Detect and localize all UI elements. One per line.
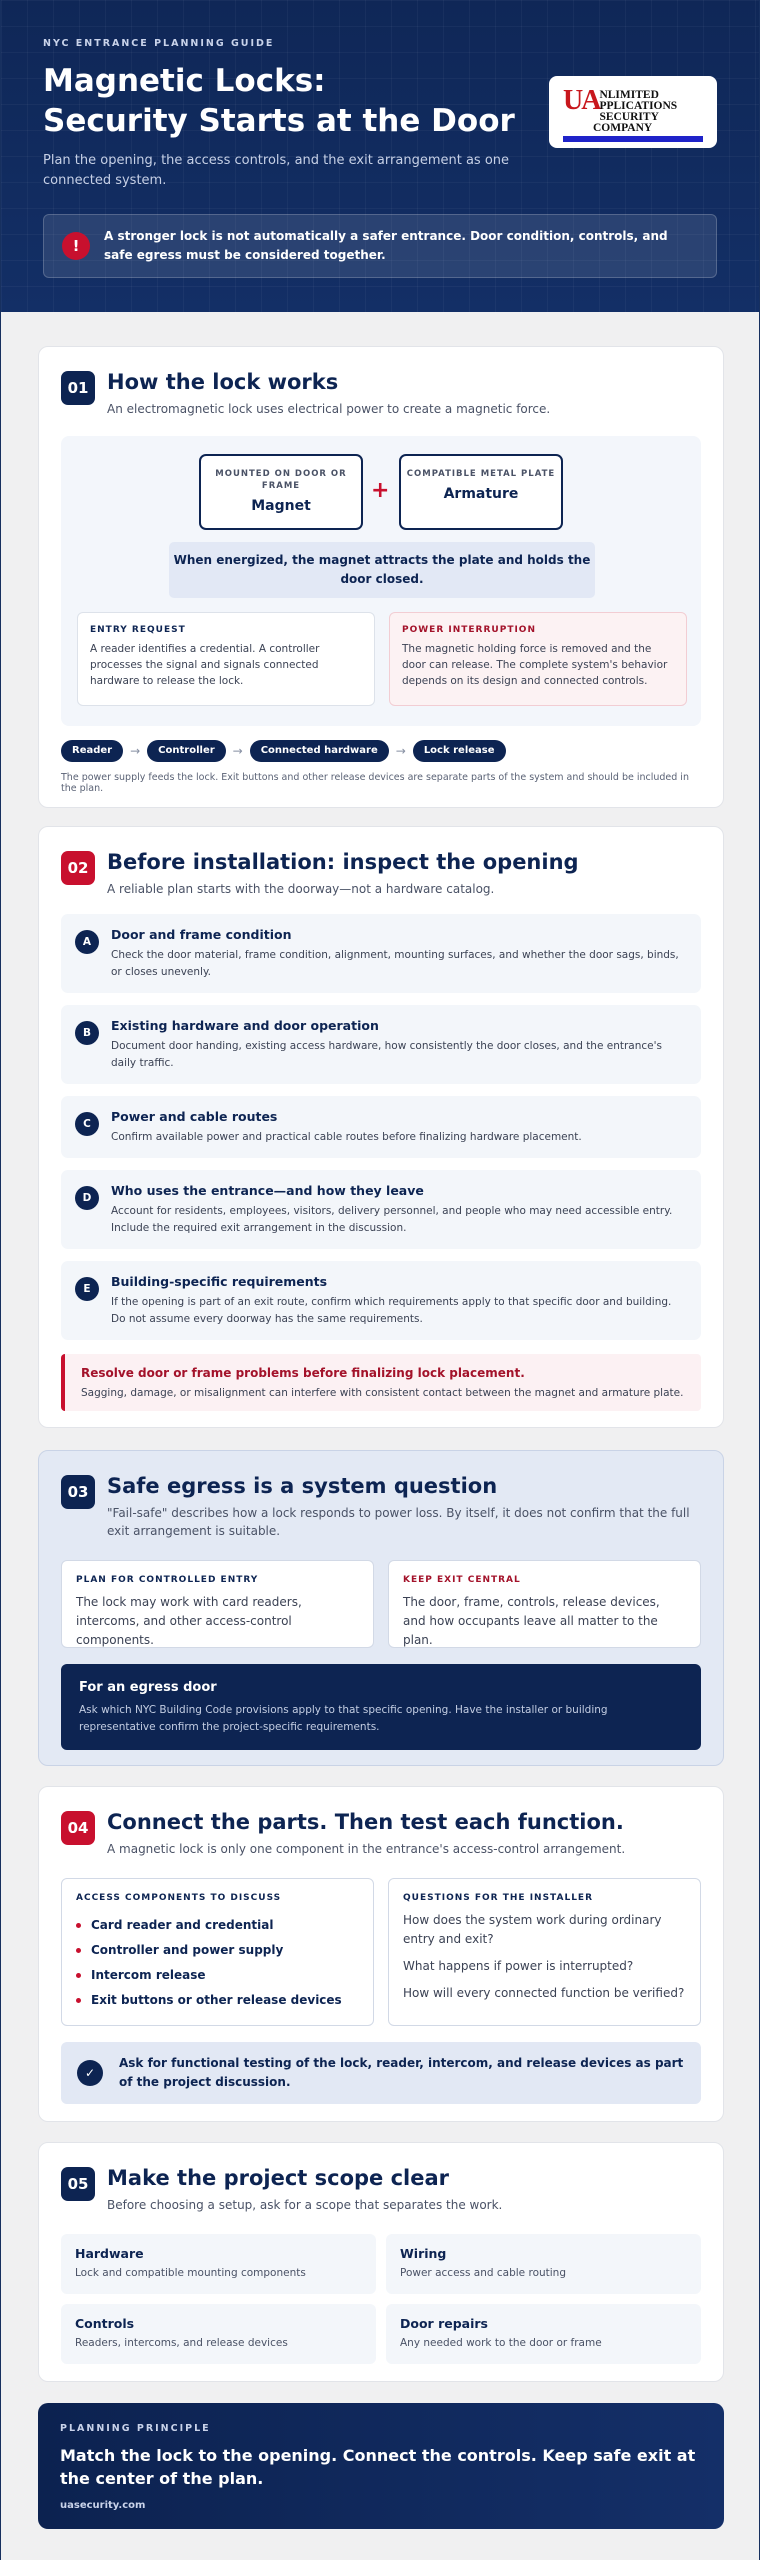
scope-item [61, 2234, 376, 2294]
functional-testing-text: Ask for functional testing of the lock, reader, intercom, and release devices as part of the project discussion. [119, 2056, 684, 2089]
section-connect-test [38, 1786, 724, 2122]
scope-item-body: Any needed work to the door or frame [400, 2337, 602, 2349]
scope-item-body: Readers, intercoms, and release devices [75, 2337, 288, 2349]
section-header [61, 1809, 701, 1858]
item-title: Door and frame condition [111, 927, 292, 942]
egress-door-callout [61, 1664, 701, 1750]
section-subtitle: A magnetic lock is only one component in the entrance's access-control arrangement. [107, 1842, 626, 1856]
bullet-icon [76, 1948, 81, 1953]
controlled-entry-caption: PLAN FOR CONTROLLED ENTRY [76, 1575, 259, 1585]
warning-body: Sagging, damage, or misalignment can interfere with consistent contact between the magnet and armature plate. [81, 1387, 684, 1399]
entry-request-body: A reader identifies a credential. A controller processes the signal and signals connected hardware to release the lock. [90, 643, 320, 687]
armature-label: Armature [443, 486, 519, 502]
section-subtitle: Before choosing a setup, ask for a scope that separates the work. [107, 2198, 503, 2212]
bullet-icon [76, 1998, 81, 2003]
logo-bar [563, 136, 703, 142]
item-body: If the opening is part of an exit route, confirm which requirements apply to that specific door and building. Do not assume every doorway has the same requirements. [111, 1296, 672, 1325]
title-line-1: Magnetic Locks: [43, 63, 326, 99]
arrow-right-icon: → [130, 744, 141, 758]
signal-flow [61, 740, 701, 762]
section-title: Before installation: inspect the opening [107, 850, 579, 874]
item-letter: C [75, 1112, 99, 1136]
website-link[interactable]: uasecurity.com [60, 2500, 146, 2511]
energized-note: When energized, the magnet attracts the plate and holds the door closed. [169, 542, 595, 598]
principle-caption: PLANNING PRINCIPLE [60, 2423, 211, 2434]
inspection-list [61, 914, 701, 1340]
item-title: Who uses the entrance—and how they leave [111, 1183, 424, 1198]
scope-item-title: Hardware [75, 2246, 144, 2261]
section-number: 03 [61, 1475, 95, 1509]
arrow-right-icon: → [232, 744, 243, 758]
section-number: 01 [61, 371, 95, 405]
armature-caption: COMPATIBLE METAL PLATE [406, 469, 556, 479]
list-item [61, 914, 701, 993]
flow-step: Lock release [413, 740, 506, 762]
question-item: What happens if power is interrupted? [403, 1959, 634, 1973]
hero-subtitle: Plan the opening, the access controls, and the exit arrangement as one connected system. [43, 153, 510, 188]
list-item: Controller and power supply [76, 1938, 359, 1963]
section-subtitle: A reliable plan starts with the doorway—not a hardware catalog. [107, 882, 495, 896]
logo-wordmark [593, 88, 703, 134]
guide-eyebrow: NYC ENTRANCE PLANNING GUIDE [43, 38, 275, 49]
functional-testing-callout [61, 2042, 701, 2104]
flow-step: Reader [61, 740, 123, 762]
controlled-entry-box [61, 1560, 374, 1648]
title-line-2: Security Starts at the Door [43, 103, 515, 139]
exit-central-caption: KEEP EXIT CENTRAL [403, 1575, 521, 1585]
armature-box [399, 454, 563, 530]
hero-header [1, 0, 759, 312]
arrow-right-icon: → [395, 744, 406, 758]
entry-request-box [77, 612, 375, 706]
components-list [76, 1913, 359, 2013]
section-safe-egress [38, 1450, 724, 1766]
warning-title: Resolve door or frame problems before finalizing lock placement. [81, 1366, 525, 1380]
section-header [61, 1473, 701, 1540]
section-header [61, 369, 701, 418]
controlled-entry-body: The lock may work with card readers, intercoms, and other access-control components. [76, 1595, 302, 1647]
safety-alert [43, 214, 717, 278]
power-supply-note: The power supply feeds the lock. Exit buttons and other release devices are separate parts of the system and should be included in the plan. [61, 772, 689, 794]
logo-initials: UA [563, 85, 600, 116]
exit-central-box [388, 1560, 701, 1648]
magnet-label: Magnet [251, 498, 311, 514]
magnet-caption: MOUNTED ON DOOR OR FRAME [215, 469, 347, 491]
item-title: Existing hardware and door operation [111, 1018, 379, 1033]
list-item: Intercom release [76, 1963, 359, 1988]
logo-line-2: PPLICATIONS [599, 100, 678, 112]
list-item [61, 1096, 701, 1158]
magnet-box [199, 454, 363, 530]
flow-step: Connected hardware [250, 740, 389, 762]
item-letter: D [75, 1186, 99, 1210]
scope-item-body: Lock and compatible mounting components [75, 2267, 306, 2279]
egress-callout-body: Ask which NYC Building Code provisions apply to that specific opening. Have the installer or building representative confirm the project-specific requirements. [79, 1704, 608, 1733]
checkmark-icon: ✓ [77, 2060, 103, 2086]
section-subtitle: An electromagnetic lock uses electrical power to create a magnetic force. [107, 402, 551, 416]
section-how-lock-works [38, 346, 724, 808]
scope-item [386, 2234, 701, 2294]
components-caption: ACCESS COMPONENTS TO DISCUSS [76, 1893, 282, 1903]
installer-questions-box [388, 1878, 701, 2026]
item-letter: A [75, 930, 99, 954]
scope-grid [61, 2234, 701, 2364]
item-title: Building-specific requirements [111, 1274, 328, 1289]
item-body: Account for residents, employees, visitors, delivery personnel, and people who may need accessible entry. Include the required exit arrangement in the discussion. [111, 1205, 673, 1234]
list-item [61, 1170, 701, 1249]
item-body: Check the door material, frame condition, alignment, mounting surfaces, and whether the door sags, binds, or closes unevenly. [111, 949, 679, 978]
access-components-box [61, 1878, 374, 2026]
exit-central-body: The door, frame, controls, release devices, and how occupants leave all matter to the plan. [403, 1595, 660, 1647]
section-title: How the lock works [107, 370, 339, 394]
power-interruption-body: The magnetic holding force is removed and the door can release. The complete system's behavior depends on its design and connected controls. [402, 643, 668, 687]
scope-item-title: Controls [75, 2316, 135, 2331]
egress-columns [61, 1560, 701, 1648]
section-number: 05 [61, 2167, 95, 2201]
section-title: Connect the parts. Then test each function. [107, 1810, 624, 1834]
power-interruption-caption: POWER INTERRUPTION [402, 625, 536, 635]
list-item [61, 1261, 701, 1340]
company-logo [549, 76, 717, 148]
item-letter: B [75, 1021, 99, 1045]
questions-caption: QUESTIONS FOR THE INSTALLER [403, 1893, 594, 1903]
power-interruption-box [389, 612, 687, 706]
principle-text: Match the lock to the opening. Connect the controls. Keep safe exit at the center of the plan. [60, 2446, 696, 2488]
flow-step: Controller [147, 740, 225, 762]
section-number: 04 [61, 1811, 95, 1845]
bullet-icon [76, 1923, 81, 1928]
logo-line-3: SECURITY COMPANY [593, 111, 659, 134]
section-number: 02 [61, 851, 95, 885]
alert-icon: ! [62, 232, 90, 260]
section-title: Make the project scope clear [107, 2166, 449, 2190]
item-title: Power and cable routes [111, 1109, 278, 1124]
section-header [61, 2165, 701, 2214]
lock-diagram [61, 436, 701, 726]
item-letter: E [75, 1277, 99, 1301]
entry-request-caption: ENTRY REQUEST [90, 625, 186, 635]
question-item: How does the system work during ordinary entry and exit? [403, 1913, 662, 1946]
egress-callout-title: For an egress door [79, 1680, 217, 1695]
section-inspect-opening [38, 826, 724, 1428]
planning-principle-banner [38, 2403, 724, 2529]
scope-item-title: Wiring [400, 2246, 447, 2261]
scope-item [61, 2304, 376, 2364]
door-problem-warning [61, 1354, 701, 1411]
alert-text: A stronger lock is not automatically a safer entrance. Door condition, controls, and safe egress must be considered together. [104, 229, 668, 262]
plus-icon: + [371, 478, 390, 503]
list-item [61, 1005, 701, 1084]
item-body: Confirm available power and practical cable routes before finalizing hardware placement. [111, 1131, 582, 1143]
bullet-icon [76, 1973, 81, 1978]
section-project-scope [38, 2142, 724, 2382]
components-and-questions [61, 1878, 701, 2026]
scope-item [386, 2304, 701, 2364]
item-body: Document door handing, existing access hardware, how consistently the door closes, and the entrance's daily traffic. [111, 1040, 662, 1069]
section-title: Safe egress is a system question [107, 1474, 498, 1498]
section-subtitle: "Fail-safe" describes how a lock responds to power loss. By itself, it does not confirm that the full exit arrangement is suitable. [107, 1506, 690, 1538]
section-header [61, 849, 701, 898]
logo-line-1: NLIMITED [599, 89, 659, 101]
scope-item-body: Power access and cable routing [400, 2267, 567, 2279]
question-item: How will every connected function be verified? [403, 1986, 685, 2000]
page-title [43, 61, 543, 141]
list-item: Exit buttons or other release devices [76, 1988, 359, 2013]
scope-item-title: Door repairs [400, 2316, 488, 2331]
list-item: Card reader and credential [76, 1913, 359, 1938]
